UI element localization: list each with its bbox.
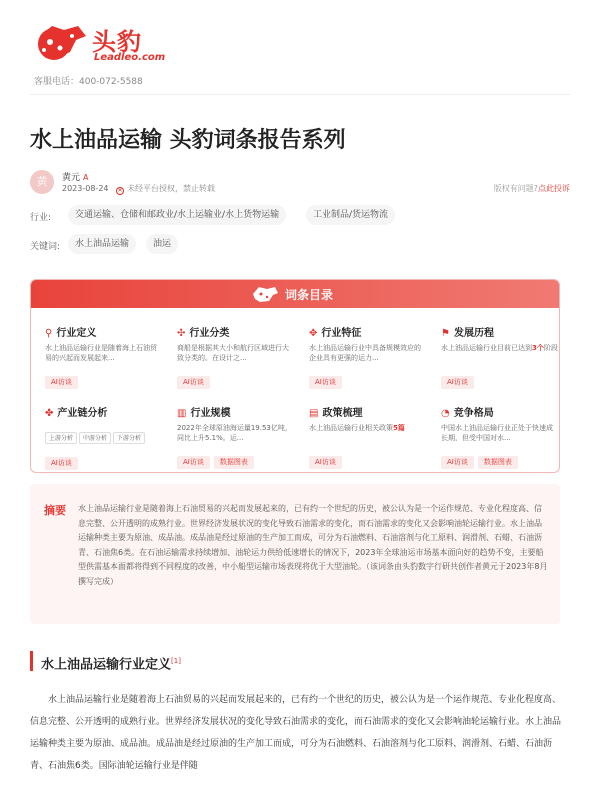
toc-item-title[interactable]: 竞争格局: [453, 408, 494, 419]
abstract-label: 摘要: [44, 504, 66, 517]
author-name[interactable]: [62, 170, 89, 183]
avatar[interactable]: 黄: [30, 170, 54, 194]
toc-item-title[interactable]: 产业链分析: [57, 408, 108, 419]
toc-item-title[interactable]: 发展历程: [453, 328, 494, 339]
ai-interview-pill[interactable]: AI访谈: [177, 376, 210, 389]
toc-item-desc: [441, 343, 559, 363]
section-title: [30, 651, 181, 671]
report-link[interactable]: 点此投诉: [538, 184, 570, 193]
toc-header: [31, 280, 559, 308]
feature-icon: ✥: [309, 328, 318, 339]
toc-item-classification[interactable]: [177, 324, 295, 389]
toc-item-desc: 中国水上油品运输行业正处于快速成长期，但受中国对水...: [441, 424, 553, 442]
brand-name: 头豹: [92, 28, 142, 56]
toc-item-competition[interactable]: [441, 404, 559, 469]
keyword-tag[interactable]: 油运: [146, 234, 178, 254]
contact-phone: 客服电话：400-072-5588: [34, 77, 143, 87]
toc-item-title[interactable]: 行业分类: [189, 328, 230, 339]
keyword-row: [30, 234, 570, 256]
ai-interview-pill[interactable]: AI访谈: [45, 376, 78, 389]
industry-row: [30, 205, 570, 227]
policy-icon: ▤: [309, 408, 319, 419]
publish-date: 2023-08-24: [62, 184, 109, 193]
competition-icon: ◔: [441, 408, 450, 419]
toc-item-history[interactable]: [441, 324, 559, 389]
divider: [30, 94, 570, 95]
toc-desc-text: 阶段: [543, 344, 558, 352]
ai-interview-pill[interactable]: AI访谈: [441, 456, 474, 469]
toc-item-desc: [309, 423, 427, 443]
definition-icon: ⚲: [45, 328, 53, 339]
section-body: 水上油品运输行业是随着海上石油贸易的兴起而发展起来的，已有约一个世纪的历史，被公认为是一个运作规范、专业化程度高、信息完整、公开透明的成熟行业。世界经济发展状况的变化导致石油需求的变化，而石油需求的变化又会影响油轮运输行业。水上油品运输种类主要为原油、成品油。成品油是经过原油的生产加工而成，可分为石油燃料、石油溶剂与化工原料、润滑剂、石蜡、石油沥青、石油焦6类。国际油轮运输行业是伴随: [30, 695, 562, 771]
section-title-text: 水上油品运输行业定义: [41, 657, 172, 673]
ai-interview-pill[interactable]: AI访谈: [309, 456, 342, 469]
author-name-text[interactable]: 黄元: [62, 173, 81, 183]
toc-item-desc: 水上油品运输行业是随着海上石油贸易的兴起而发展起来...: [45, 344, 157, 362]
report-prefix: 版权有问题?: [493, 184, 538, 193]
data-chart-pill[interactable]: 数据图表: [214, 456, 254, 469]
history-icon: ⚑: [441, 328, 450, 339]
leopard-icon: [251, 285, 279, 303]
toc-item-title[interactable]: 政策梳理: [322, 408, 363, 419]
midstream-chip[interactable]: 中游分析: [79, 432, 111, 444]
toc-item-title[interactable]: 行业规模: [190, 408, 231, 419]
author-row: [30, 168, 570, 198]
industry-tag[interactable]: 交通运输、仓储和邮政业/水上运输业/水上货物运输: [68, 205, 286, 225]
toc-title: 词条目录: [285, 288, 334, 302]
downstream-chip[interactable]: 下游分析: [113, 432, 145, 444]
abstract-box: [30, 484, 560, 624]
abstract-text: 水上油品运输行业是随着海上石油贸易的兴起而发展起来的，已有约一个世纪的历史，被公认为是一个运作规范、专业化程度高、信息完整、公开透明的成熟行业。世界经济发展状况的变化导致石油需求的变化，而石油需求的变化又会影响油轮运输行业。水上油品运输种类主要为原油、成品油。成品油是经过原油的生产加工而成，可分为石油燃料、石油溶剂与化工原料、润滑剂、石蜡、石油沥青、石油焦6类。在石油运输需求持续增加、油轮运力供给低速增长的情况下，2023年全球油运市场基本面向好的趋势不变，主要船型供需基本面都将得到不同程度的改善，中小船型运输市场表现将优于大型油轮。（该词条由头豹数字行研共创作者黄元于2023年8月撰写完成）: [78, 504, 548, 586]
leopard-logo-icon: [30, 22, 88, 62]
keyword-label: 关键词:: [30, 242, 61, 252]
brand-site: Leadleo.com: [94, 52, 166, 63]
toc-item-policy[interactable]: [309, 404, 427, 469]
toc-item-title[interactable]: 行业定义: [56, 328, 97, 339]
ai-interview-pill[interactable]: AI访谈: [45, 457, 78, 470]
toc-item-desc: 商船是根据其大小和航行区域进行大致分类的。在设计之...: [177, 344, 289, 362]
toc-item-title[interactable]: 行业特征: [321, 328, 362, 339]
stage-count: 3个: [532, 344, 544, 352]
scale-icon: ▥: [177, 408, 187, 419]
toc-item-definition[interactable]: [45, 324, 163, 389]
toc-desc-text: 水上油品运输行业相关政策: [309, 424, 393, 432]
toc-item-desc: 2022年全球原油海运量19.53亿吨，同比上升5.1%。运...: [177, 424, 292, 442]
toc-desc-text: 水上油品运输行业目前已达到: [441, 344, 532, 352]
ai-interview-pill[interactable]: AI访谈: [177, 456, 210, 469]
copyright-notice: [116, 183, 215, 195]
report-row: [494, 183, 570, 194]
forbidden-icon: ✕: [117, 187, 123, 194]
policy-count: 5篇: [393, 424, 405, 432]
ai-interview-pill[interactable]: AI访谈: [309, 376, 342, 389]
reference-link[interactable]: [1]: [171, 657, 181, 665]
keyword-tag[interactable]: 水上油品运输: [68, 234, 136, 254]
page-title: 水上油品运输 头豹词条报告系列: [30, 128, 346, 153]
toc-item-chain[interactable]: [45, 404, 163, 470]
data-chart-pill[interactable]: 数据图表: [478, 456, 518, 469]
ai-interview-pill[interactable]: AI访谈: [441, 376, 474, 389]
chain-icon: ✤: [45, 408, 54, 419]
industry-label: 行业:: [30, 213, 52, 223]
toc-panel: [30, 279, 560, 473]
author-badge-icon: A: [83, 173, 89, 182]
industry-tag[interactable]: 工业制品/货运物流: [306, 205, 395, 225]
toc-item-feature[interactable]: [309, 324, 427, 389]
classification-icon: ✣: [177, 328, 186, 339]
copyright-notice-text: 未经平台授权，禁止转载: [127, 184, 215, 193]
upstream-chip[interactable]: 上游分析: [45, 432, 77, 444]
toc-item-desc: 水上油品运输行业中具备规模效应的企业具有更强的运力...: [309, 344, 421, 362]
toc-item-scale[interactable]: [177, 404, 295, 469]
